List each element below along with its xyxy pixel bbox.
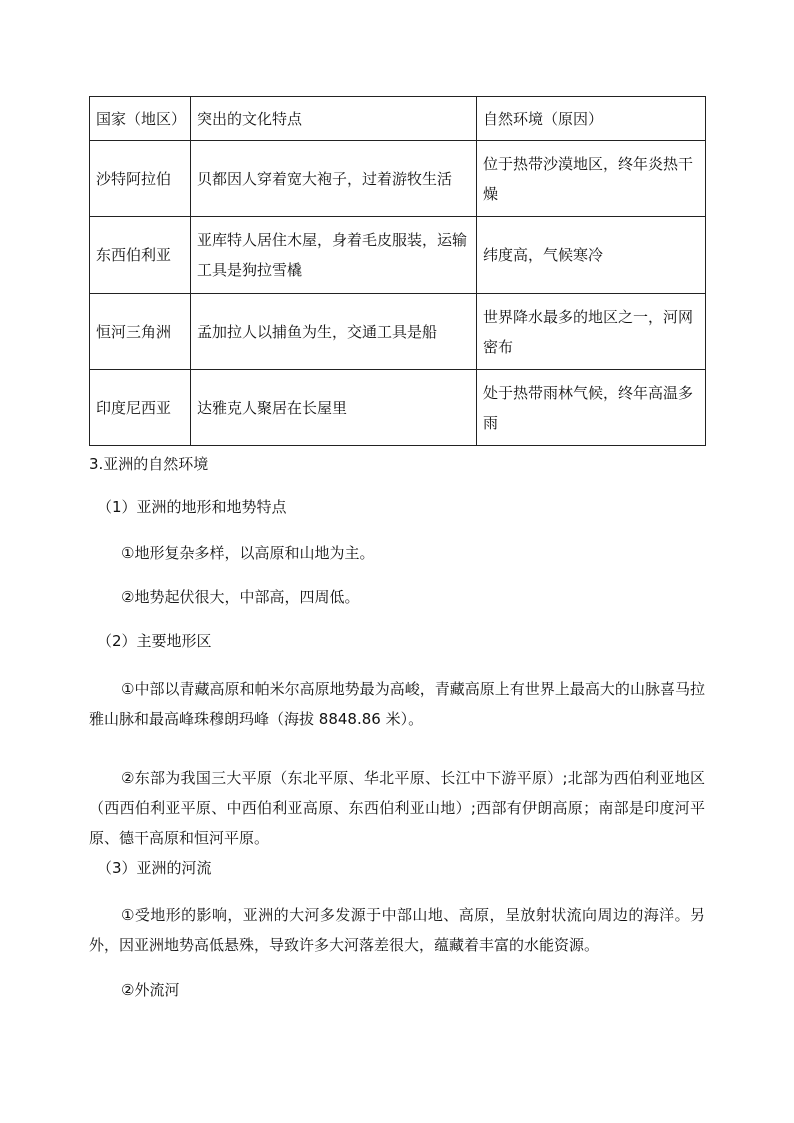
cell-region: 东西伯利亚 xyxy=(90,217,191,294)
header-environment: 自然环境（原因） xyxy=(477,97,706,141)
paragraph-landforms-1: ①中部以青藏高原和帕米尔高原地势最为高峻，青藏高原上有世界上最高大的山脉喜马拉雅山脉和最高峰珠穆朗玛峰（海拔 8848.86 米）。 xyxy=(89,680,705,728)
cell-culture: 孟加拉人以捕鱼为生，交通工具是船 xyxy=(191,294,477,370)
cell-culture: 达雅克人聚居在长屋里 xyxy=(191,370,477,446)
paragraph-terrain-2: ②地势起伏很大，中部高，四周低。 xyxy=(121,588,360,606)
cell-environment: 位于热带沙漠地区，终年炎热干燥 xyxy=(477,141,706,217)
cell-environment: 纬度高，气候寒冷 xyxy=(477,217,706,294)
table-row xyxy=(90,294,706,370)
subsection-rivers: （3）亚洲的河流 xyxy=(97,859,212,877)
cell-culture: 贝都因人穿着宽大袍子，过着游牧生活 xyxy=(191,141,477,217)
cell-region: 恒河三角洲 xyxy=(90,294,191,370)
table-header-row xyxy=(90,97,706,141)
cell-culture: 亚库特人居住木屋，身着毛皮服装，运输工具是狗拉雪橇 xyxy=(191,217,477,294)
cell-environment: 世界降水最多的地区之一，河网密布 xyxy=(477,294,706,370)
paragraph-landforms-2: ②东部为我国三大平原（东北平原、华北平原、长江中下游平原）;北部为西伯利亚地区（西西伯利亚平原、中西伯利亚高原、东西伯利亚山地）;西部有伊朗高原；南部是印度河平原、德干高原和恒河平原。 xyxy=(89,769,705,847)
header-region: 国家（地区） xyxy=(90,97,191,141)
culture-environment-table xyxy=(89,96,706,446)
paragraph-rivers-2: ②外流河 xyxy=(121,981,180,999)
paragraph-terrain-1: ①地形复杂多样，以高原和山地为主。 xyxy=(121,544,375,562)
header-culture: 突出的文化特点 xyxy=(191,97,477,141)
table-row xyxy=(90,217,706,294)
cell-region: 印度尼西亚 xyxy=(90,370,191,446)
subsection-landforms: （2）主要地形区 xyxy=(97,632,212,650)
cell-environment: 处于热带雨林气候，终年高温多雨 xyxy=(477,370,706,446)
table-row xyxy=(90,370,706,446)
section-title: 3.亚洲的自然环境 xyxy=(89,455,209,473)
subsection-terrain: （1）亚洲的地形和地势特点 xyxy=(97,498,287,516)
cell-region: 沙特阿拉伯 xyxy=(90,141,191,217)
paragraph-rivers-1: ①受地形的影响，亚洲的大河多发源于中部山地、高原，呈放射状流向周边的海洋。另外，因亚洲地势高低悬殊，导致许多大河落差很大，蕴藏着丰富的水能资源。 xyxy=(89,906,705,954)
table-row xyxy=(90,141,706,217)
